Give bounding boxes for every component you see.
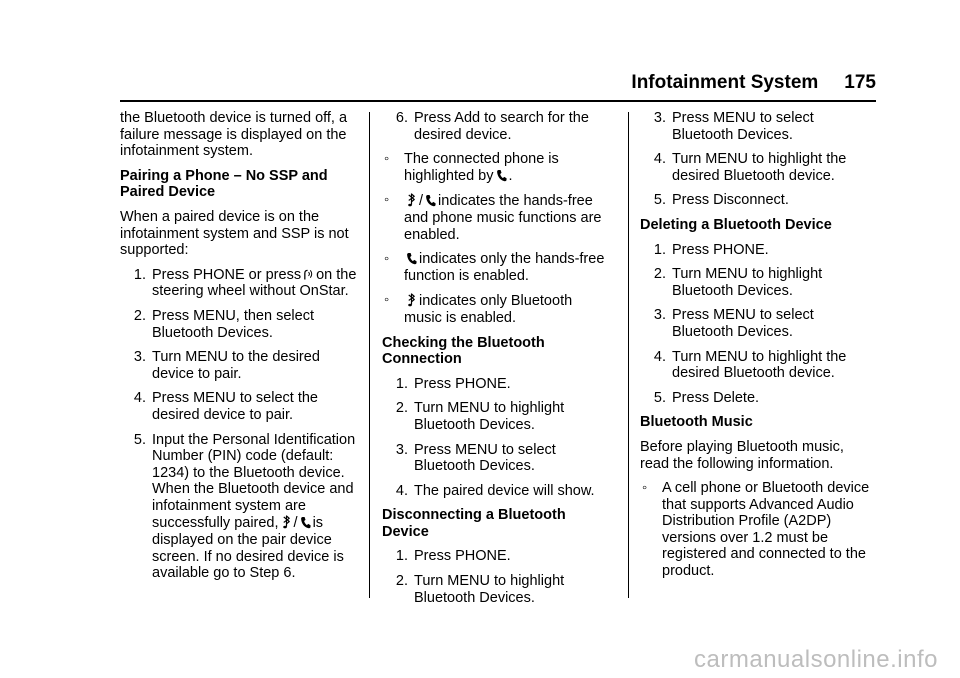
bullet-marker: ◦ [384, 192, 390, 209]
step-text: Input the Personal Identification Number (PIN) code (default: 1234) to the Bluetooth device. When the Bluetooth device and infotainment system are successfully paired, [152, 431, 356, 532]
phone-handset-icon [406, 252, 417, 265]
step-number: 5. [653, 389, 666, 406]
column-1 [120, 110, 362, 590]
section-heading-music: Bluetooth Music [640, 414, 753, 431]
disconnect-step-3 [640, 110, 876, 143]
step-text: Press MENU to select Bluetooth Devices. [414, 441, 556, 475]
bullet-item [382, 251, 614, 284]
step-text: Press Add to search for the desired device. [414, 110, 589, 143]
slash: / [419, 193, 424, 210]
step-text: Press MENU to select Bluetooth Devices. [672, 110, 814, 143]
bullet-item [382, 192, 614, 243]
column-divider [628, 112, 629, 598]
check-step-3 [382, 442, 614, 475]
step-text: Press PHONE. [414, 548, 511, 565]
disconnect-step-4 [640, 151, 876, 184]
bullet-text: indicates only the hands-free function is enabled. [404, 251, 605, 284]
step-3 [120, 349, 362, 382]
step-number: 1. [653, 241, 666, 258]
lead-paragraph: When a paired device is on the infotainment system and SSP is not supported: [120, 208, 349, 259]
bullet-text: A cell phone or Bluetooth device that supports Advanced Audio Distribution Profile (A2DP) versions over 1.2 must be registered and connected to the product. [662, 480, 870, 580]
bullet-text: indicates only Bluetooth music is enabled. [404, 293, 573, 326]
step-6 [382, 110, 614, 143]
bluetooth-music-note-icon [406, 292, 417, 307]
bullet-item [640, 480, 876, 580]
section-heading-deleting: Deleting a Bluetooth Device [640, 216, 832, 233]
step-text: Press PHONE. [672, 241, 769, 258]
bullet-marker: ◦ [642, 480, 648, 497]
step-text: Turn MENU to highlight Bluetooth Devices. [414, 573, 565, 606]
step-1 [120, 267, 362, 300]
page-header [631, 72, 876, 94]
delete-step-1 [640, 242, 876, 259]
bullet-marker: ◦ [384, 151, 390, 168]
step-2 [120, 308, 362, 341]
step-number: 4. [653, 151, 666, 168]
column-3 [640, 110, 876, 588]
bluetooth-music-note-icon [406, 192, 417, 207]
column-2 [382, 110, 614, 614]
step-text: Press MENU to select Bluetooth Devices. [672, 307, 814, 340]
section-heading-disconnecting: Disconnecting a Bluetooth Device [382, 507, 566, 540]
step-text: Press Delete. [672, 389, 760, 406]
phone-handset-icon [425, 194, 436, 207]
step-number: 5. [653, 192, 666, 209]
music-lead-paragraph: Before playing Bluetooth music, read the following information. [640, 438, 844, 472]
column-divider [369, 112, 370, 598]
step-number: 2. [395, 573, 408, 590]
step-number: 3. [653, 110, 666, 126]
step-number: 1. [395, 375, 408, 392]
step-number: 4. [133, 390, 146, 407]
step-text: Press MENU to select the desired device to pair. [152, 390, 318, 423]
slash: / [293, 515, 298, 532]
step-text: Turn MENU to highlight Bluetooth Devices. [414, 400, 565, 433]
step-text: Turn MENU to highlight the desired Bluetooth device. [672, 151, 847, 184]
step-number: 4. [395, 482, 408, 499]
step-number: 4. [653, 348, 666, 365]
delete-step-3 [640, 307, 876, 340]
bullet-item [382, 151, 614, 184]
step-text: on the steering wheel without OnStar. [152, 266, 357, 300]
disconnect-step-2 [382, 573, 614, 606]
section-heading-checking: Checking the Bluetooth Connection [382, 334, 545, 368]
phone-handset-icon [300, 516, 311, 529]
step-text: Press Disconnect. [672, 192, 789, 209]
step-text: Turn MENU to the desired device to pair. [152, 349, 320, 382]
step-number: 2. [133, 307, 146, 324]
bullet-text: indicates the hands-free and phone music functions are enabled. [404, 193, 602, 243]
delete-step-2 [640, 266, 876, 299]
section-heading-pairing: Pairing a Phone – No SSP and Paired Device [120, 167, 328, 201]
bullet-text: . [508, 167, 513, 184]
header-rule [120, 100, 876, 102]
step-text: Press PHONE. [414, 375, 511, 392]
check-step-4 [382, 483, 614, 500]
step-number: 3. [133, 349, 146, 366]
step-number: 5. [133, 431, 146, 448]
check-step-2 [382, 400, 614, 433]
step-text: Press MENU, then select Bluetooth Devices. [152, 307, 314, 341]
step-text: Turn MENU to highlight the desired Bluetooth device. [672, 348, 847, 382]
step-text: The paired device will show. [414, 482, 595, 499]
check-step-1 [382, 376, 614, 393]
voice-command-icon [303, 267, 314, 281]
step-text: is displayed on the pair device screen. If no desired device is available go to Step 6. [152, 515, 344, 582]
step-text: Press PHONE or press [152, 266, 302, 283]
step-4 [120, 390, 362, 423]
step-text: Turn MENU to highlight Bluetooth Devices. [672, 266, 823, 299]
phone-handset-icon [496, 169, 507, 182]
step-number: 2. [653, 266, 666, 283]
step-number: 1. [395, 548, 408, 565]
step-5 [120, 432, 362, 582]
bullet-marker: ◦ [384, 251, 390, 268]
watermark: carmanualsonline.info [694, 646, 938, 673]
step-number: 1. [133, 266, 146, 283]
disconnect-step-1 [382, 548, 614, 565]
page-number: 175 [844, 72, 876, 93]
delete-step-5 [640, 390, 876, 407]
step-number: 2. [395, 400, 408, 417]
intro-paragraph: the Bluetooth device is turned off, a failure message is displayed on the infotainment system. [120, 110, 348, 160]
bluetooth-music-note-icon [281, 514, 292, 529]
bullet-text: The connected phone is highlighted by [404, 151, 559, 184]
step-number: 3. [395, 441, 408, 458]
step-number: 6. [395, 110, 408, 126]
step-number: 3. [653, 307, 666, 324]
bullet-marker: ◦ [384, 292, 390, 309]
disconnect-step-5 [640, 192, 876, 209]
bullet-item [382, 292, 614, 326]
section-title: Infotainment System [631, 72, 819, 93]
delete-step-4 [640, 349, 876, 382]
